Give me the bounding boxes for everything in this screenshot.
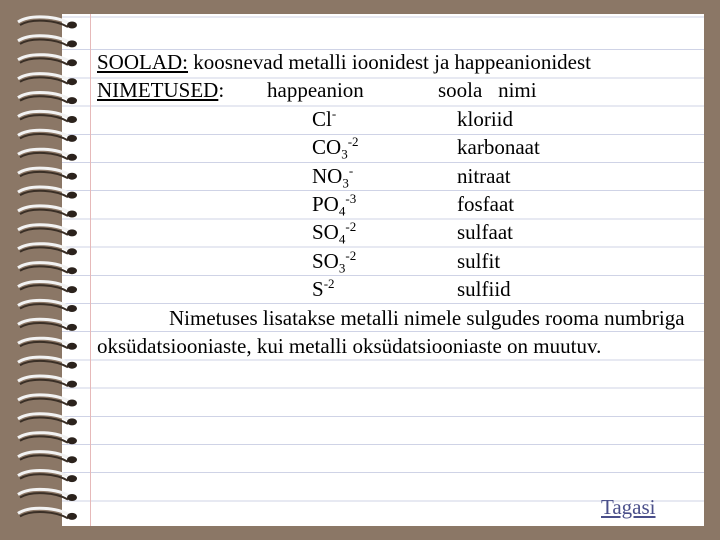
salt-name: nitraat <box>457 163 511 188</box>
spiral-ring-shadow <box>20 77 68 83</box>
column-header-name: soola nimi <box>438 78 537 103</box>
punch-hole <box>67 305 77 312</box>
anion-formula: $NO_3^-$ <box>312 162 354 191</box>
spiral-ring-shadow <box>20 191 68 197</box>
spiral-ring-shadow <box>20 323 68 329</box>
punch-hole <box>67 78 77 85</box>
spiral-ring-shadow <box>20 115 68 121</box>
definition-line <box>97 48 697 76</box>
anion-row <box>97 218 697 246</box>
punch-hole <box>67 22 77 29</box>
back-link[interactable]: Tagasi <box>601 495 656 519</box>
anion-row <box>97 190 697 218</box>
salt-name: sulfiid <box>457 277 511 302</box>
punch-hole <box>67 40 77 47</box>
punch-hole <box>67 343 77 350</box>
spiral-ring-shadow <box>20 474 68 480</box>
punch-hole <box>67 135 77 142</box>
punch-hole <box>67 211 77 218</box>
salt-name: sulfaat <box>457 220 513 245</box>
soolad-label: SOOLAD: <box>97 50 189 74</box>
nimetused-label: NIMETUSED <box>97 78 219 103</box>
column-header-anion: happeanion <box>267 78 364 103</box>
spiral-ring-shadow <box>20 380 68 386</box>
spiral-ring-shadow <box>20 229 68 235</box>
spiral-ring-shadow <box>20 399 68 405</box>
spiral-ring-shadow <box>20 304 68 310</box>
punch-hole <box>67 400 77 407</box>
salt-name: karbonaat <box>457 135 540 160</box>
spiral-ring-shadow <box>20 285 68 291</box>
anion-row <box>97 247 697 275</box>
punch-hole <box>67 437 77 444</box>
spiral-ring-shadow <box>20 58 68 64</box>
punch-hole <box>67 362 77 369</box>
spiral-binding <box>0 10 90 530</box>
slide-content <box>97 48 697 360</box>
anion-formula: $SO_3^{-2}$ <box>312 247 357 276</box>
spiral-ring-shadow <box>20 361 68 367</box>
nimetused-colon: : <box>218 78 225 103</box>
spiral-ring-shadow <box>20 134 68 140</box>
anion-formula: $SO_4^{-2}$ <box>312 219 357 247</box>
punch-hole <box>67 192 77 199</box>
spiral-ring-shadow <box>20 418 68 424</box>
punch-hole <box>67 267 77 274</box>
punch-hole <box>67 173 77 180</box>
punch-hole <box>67 59 77 66</box>
punch-hole <box>67 324 77 331</box>
spiral-ring-shadow <box>20 493 68 499</box>
punch-hole <box>67 229 77 236</box>
punch-hole <box>67 116 77 123</box>
salt-name: kloriid <box>457 106 513 131</box>
punch-hole <box>67 513 77 520</box>
anion-formula: $S^{-2}$ <box>312 276 335 302</box>
anion-table <box>97 105 697 304</box>
spiral-ring-shadow <box>20 247 68 253</box>
punch-hole <box>67 418 77 425</box>
spiral-ring-shadow <box>20 342 68 348</box>
anion-row <box>97 133 697 161</box>
salt-name: fosfaat <box>457 191 515 216</box>
spiral-ring-shadow <box>20 512 68 518</box>
punch-hole <box>67 286 77 293</box>
punch-hole <box>67 475 77 482</box>
spiral-ring-shadow <box>20 40 68 46</box>
anion-formula: $CO_3^{-2}$ <box>312 134 359 162</box>
salt-name: sulfit <box>457 248 501 273</box>
punch-hole <box>67 381 77 388</box>
punch-hole <box>67 456 77 463</box>
spiral-ring-shadow <box>20 455 68 461</box>
header-line <box>97 76 697 104</box>
anion-formula: $PO_4^{-3}$ <box>312 191 357 219</box>
punch-hole <box>67 248 77 255</box>
margin-line <box>90 14 91 526</box>
punch-hole <box>67 97 77 104</box>
spiral-ring-shadow <box>20 266 68 272</box>
anion-row <box>97 105 697 133</box>
spiral-ring-shadow <box>20 153 68 159</box>
naming-rule-paragraph: Nimetuses lisatakse metalli nimele sulgudes rooma numbriga oksüdatsiooniaste, kui metalli oksüdatsiooniaste on muutuv. <box>97 305 685 358</box>
spiral-ring-shadow <box>20 436 68 442</box>
spiral-ring-shadow <box>20 96 68 102</box>
punch-hole <box>67 154 77 161</box>
spiral-ring-shadow <box>20 210 68 216</box>
soolad-definition: koosnevad metalli ioonidest ja happeanionidest <box>188 50 592 74</box>
anion-formula: Cl- <box>312 105 337 131</box>
punch-hole <box>67 494 77 501</box>
spiral-ring-shadow <box>20 21 68 27</box>
spiral-ring-shadow <box>20 172 68 178</box>
anion-row <box>97 162 697 190</box>
anion-row <box>97 275 697 303</box>
